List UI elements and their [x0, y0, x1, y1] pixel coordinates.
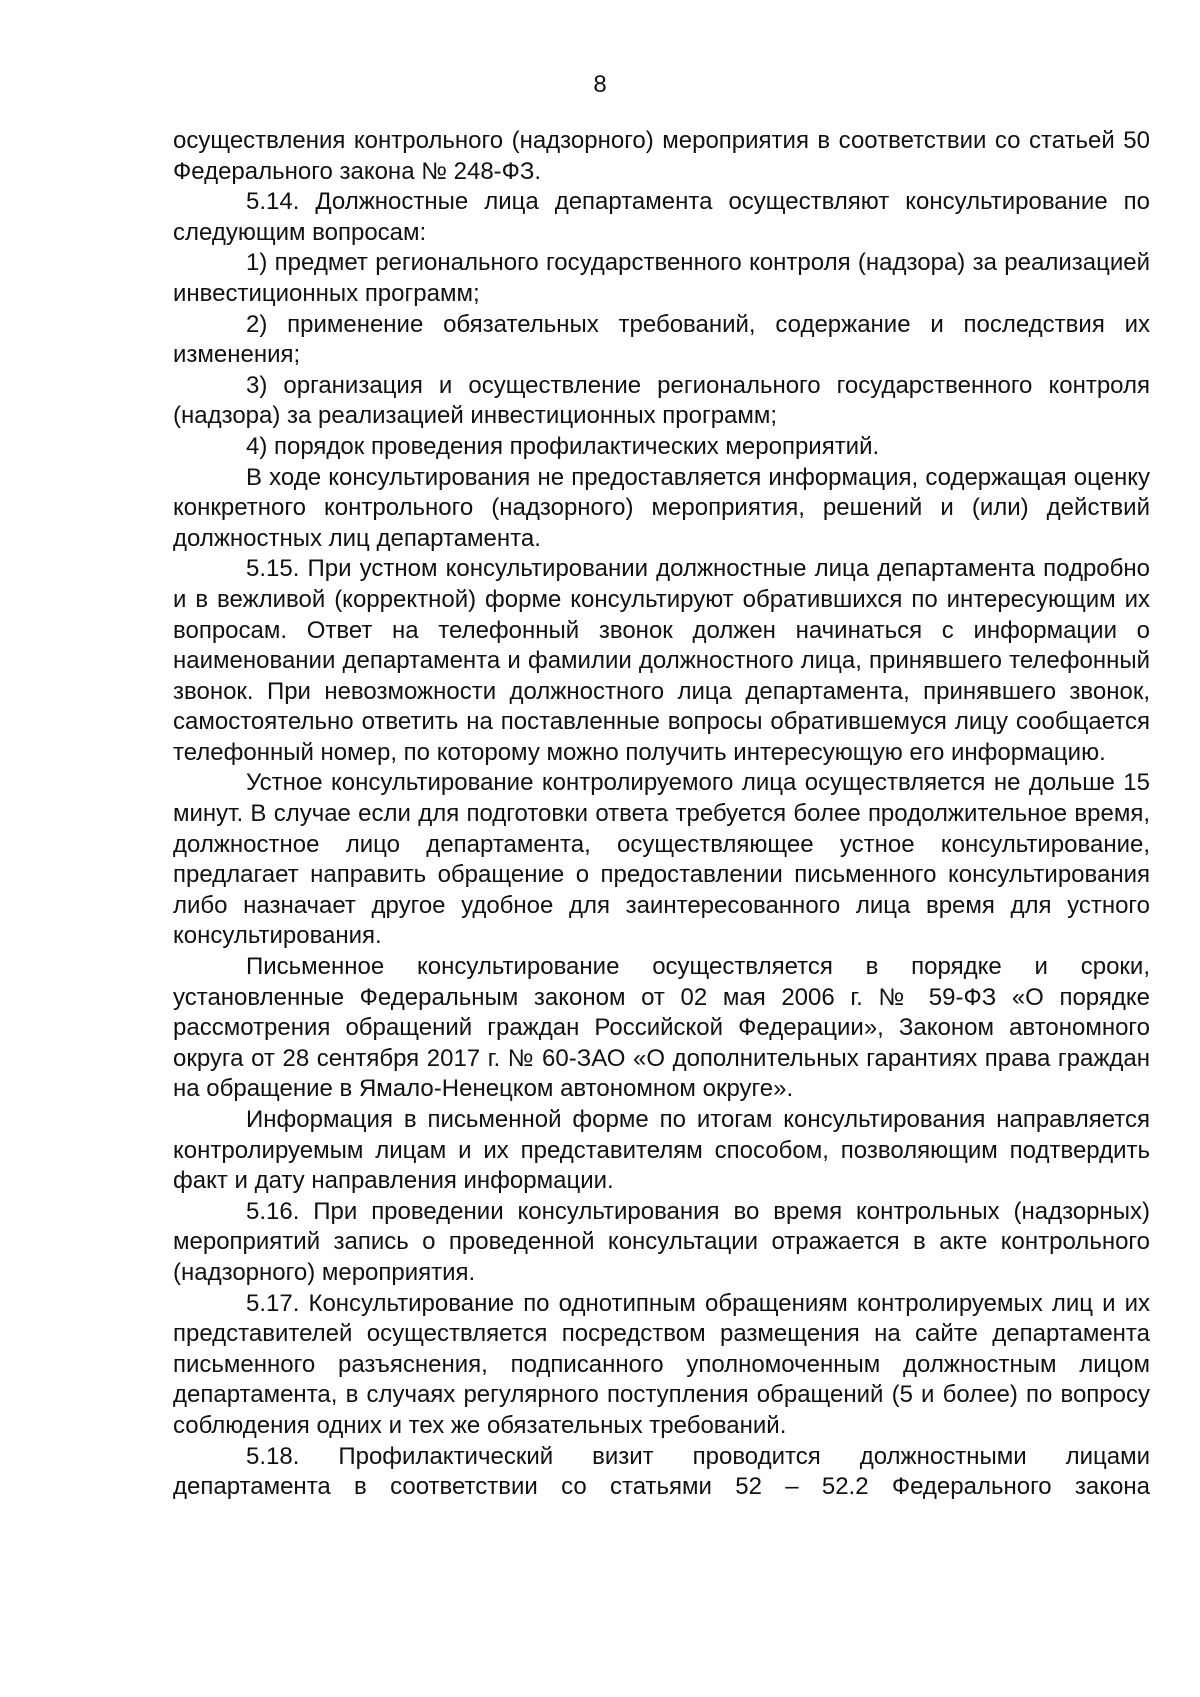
paragraph-written-consulting: Письменное консультирование осуществляется в порядке и сроки, установленные Федеральным законом от 02 мая 2006 г. № 59-ФЗ «О порядке рассмотрения обращений граждан Российской Федерации», Законом автономного округа от 28 сентября 2017 г. № 60-ЗАО «О дополнительных гарантиях права граждан на обращение в Ямало-Ненецком автономном округе».: [173, 953, 1150, 1103]
list-item-1: 1) предмет регионального государственного контроля (надзора) за реализацией инвестиционных программ;: [173, 249, 1150, 307]
page-number: 8: [593, 71, 607, 98]
list-item-4: 4) порядок проведения профилактических мероприятий.: [246, 432, 880, 460]
list-item-2: 2) применение обязательных требований, содержание и последствия их изменения;: [173, 310, 1150, 369]
paragraph-5-16: 5.16. При проведении консультирования во время контрольных (надзорных) мероприятий запись о проведенной консультации отражается в акте контрольного (надзорного) мероприятия.: [173, 1197, 1150, 1286]
document-body: [173, 126, 1150, 1503]
paragraph-continuation: осуществления контрольного (надзорного) мероприятия в соответствии со статьей 50 Федерального закона № 248-ФЗ.: [173, 127, 1150, 185]
paragraph-oral-consulting: Устное консультирование контролируемого лица осуществляется не дольше 15 минут. В случае если для подготовки ответа требуется более продолжительное время, должностное лицо департамента, осуществляющее устное консультирование, предлагает направить обращение о предоставлении письменного консультирования либо назначает другое удобное для заинтересованного лица время для устного консультирования.: [173, 769, 1150, 950]
paragraph-consulting-info: В ходе консультирования не предоставляется информация, содержащая оценку конкретного контрольного (надзорного) мероприятия, решений и (или) действий должностных лиц департамента.: [173, 463, 1150, 552]
paragraph-5-18: 5.18. Профилактический визит проводится должностными лицами департамента в соответствии со статьями 52 – 52.2 Федерального закона: [173, 1442, 1150, 1501]
paragraph-5-14: 5.14. Должностные лица департамента осуществляют консультирование по следующим вопросам:: [173, 188, 1150, 246]
paragraph-written-information: Информация в письменной форме по итогам консультирования направляется контролируемым лицам и их представителям способом, позволяющим подтвердить факт и дату направления информации.: [173, 1106, 1150, 1195]
list-item-3: 3) организация и осуществление регионального государственного контроля (надзора) за реализацией инвестиционных программ;: [173, 371, 1150, 430]
paragraph-5-15: 5.15. При устном консультировании должностные лица департамента подробно и в вежливой (корректной) форме консультируют обратившихся по интересующим их вопросам. Ответ на телефонный звонок должен начинаться с информации о наименовании департамента и фамилии должностного лица, принявшего телефонный звонок. При невозможности должностного лица департамента, принявшего звонок, самостоятельно ответить на поставленные вопросы обратившемуся лицу сообщается телефонный номер, по которому можно получить интересующую его информацию.: [173, 555, 1150, 766]
paragraph-5-17: 5.17. Консультирование по однотипным обращениям контролируемых лиц и их представителей осуществляется посредством размещения на сайте департамента письменного разъяснения, подписанного уполномоченным должностным лицом департамента, в случаях регулярного поступления обращений (5 и более) по вопросу соблюдения одних и тех же обязательных требований.: [173, 1289, 1150, 1439]
